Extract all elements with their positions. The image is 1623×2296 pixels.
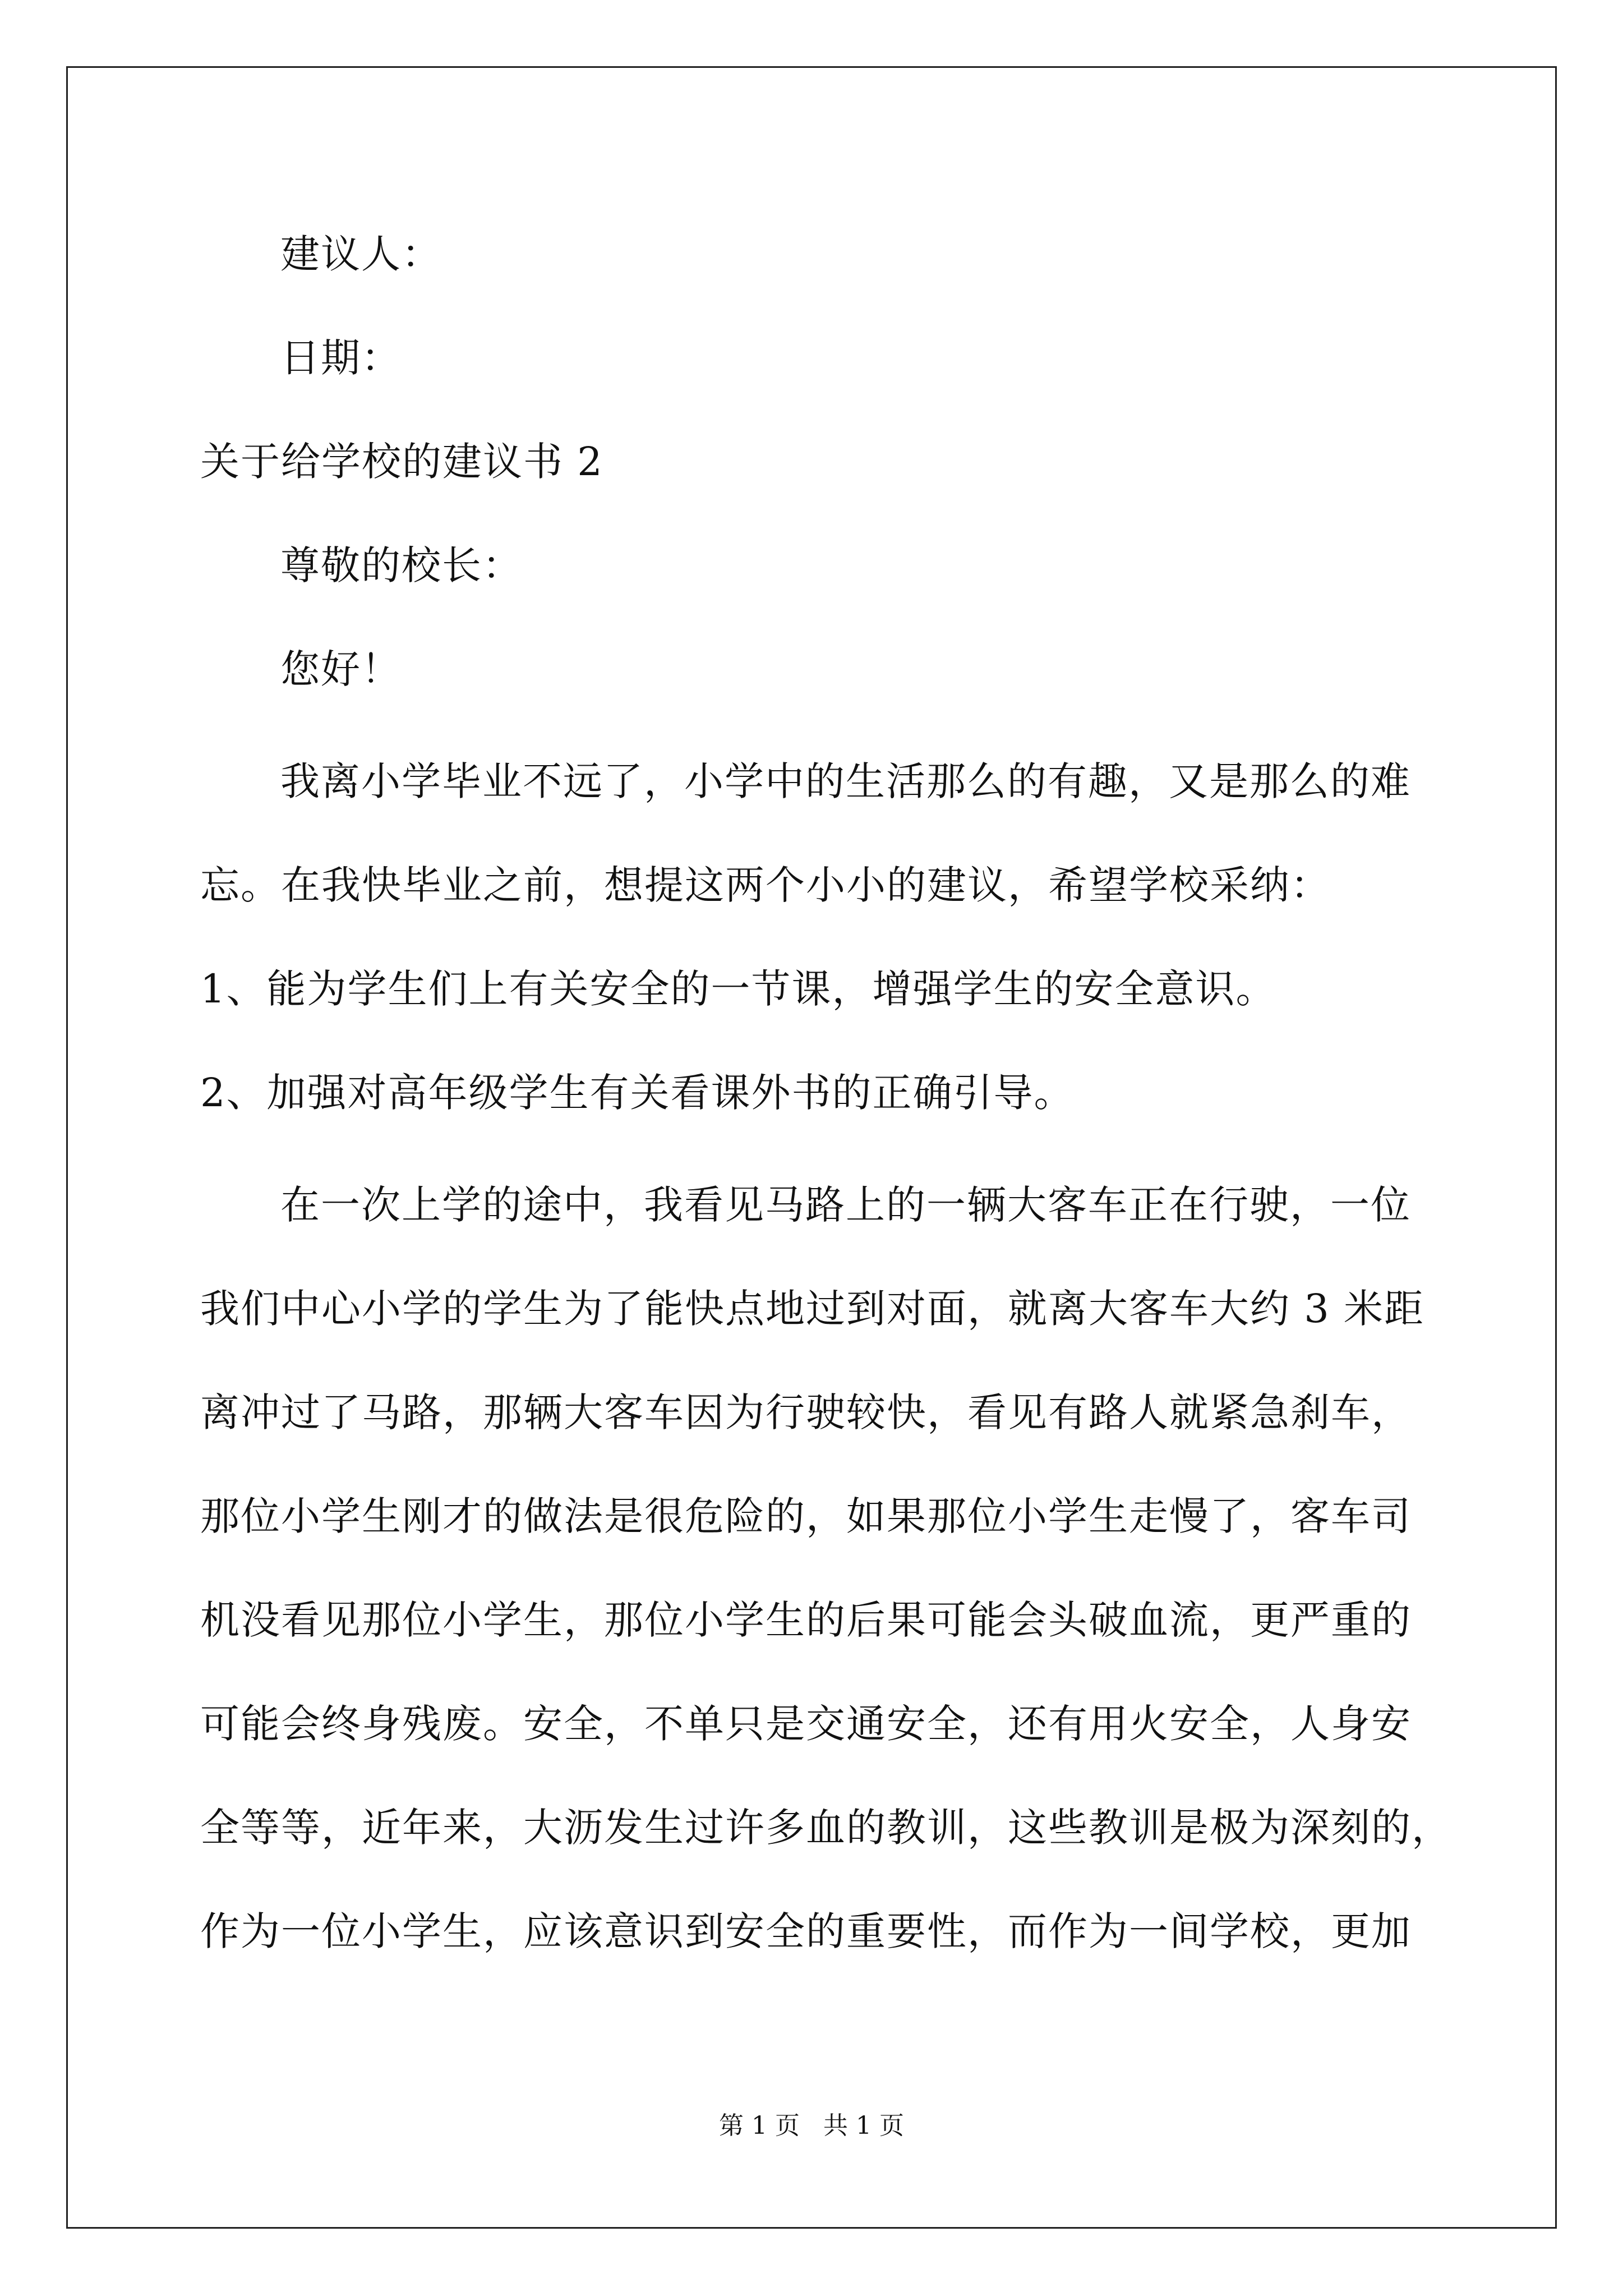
signer-label: 建议人： — [280, 231, 442, 277]
suggestion-item-1: 1、能为学生们上有关安全的一节课，增强学生的安全意识。 — [200, 966, 1276, 1012]
paragraph-line: 可能会终身残废。安全，不单只是交通安全，还有用火安全，人身安 — [200, 1701, 1412, 1747]
page-border — [66, 66, 1557, 2229]
paragraph-line: 那位小学生刚才的做法是很危险的，如果那位小学生走慢了，客车司 — [200, 1493, 1412, 1539]
paragraph-line: 作为一位小学生，应该意识到安全的重要性，而作为一间学校，更加 — [200, 1908, 1412, 1954]
paragraph-line: 我离小学毕业不远了，小学中的生活那么的有趣，又是那么的难 — [280, 758, 1411, 804]
date-label: 日期： — [280, 335, 402, 381]
paragraph-line: 在一次上学的途中，我看见马路上的一辆大客车正在行驶，一位 — [280, 1182, 1411, 1228]
paragraph-line: 离冲过了马路，那辆大客车因为行驶较快，看见有路人就紧急刹车， — [200, 1389, 1412, 1435]
greeting: 您好！ — [280, 646, 402, 692]
paragraph-line: 忘。在我快毕业之前，想提这两个小小的建议，希望学校采纳： — [200, 862, 1331, 908]
section-title: 关于给学校的建议书 2 — [200, 439, 603, 485]
paragraph-line: 我们中心小学的学生为了能快点地过到对面，就离大客车大约 3 米距 — [200, 1286, 1425, 1332]
salutation: 尊敬的校长： — [280, 542, 523, 588]
page-footer: 第 1 页 共 1 页 — [719, 2111, 904, 2140]
suggestion-item-2: 2、加强对高年级学生有关看课外书的正确引导。 — [200, 1070, 1075, 1116]
paragraph-line: 机没看见那位小学生，那位小学生的后果可能会头破血流，更严重的 — [200, 1597, 1412, 1643]
paragraph-line: 全等等，近年来，大沥发生过许多血的教训，这些教训是极为深刻的， — [200, 1805, 1452, 1851]
